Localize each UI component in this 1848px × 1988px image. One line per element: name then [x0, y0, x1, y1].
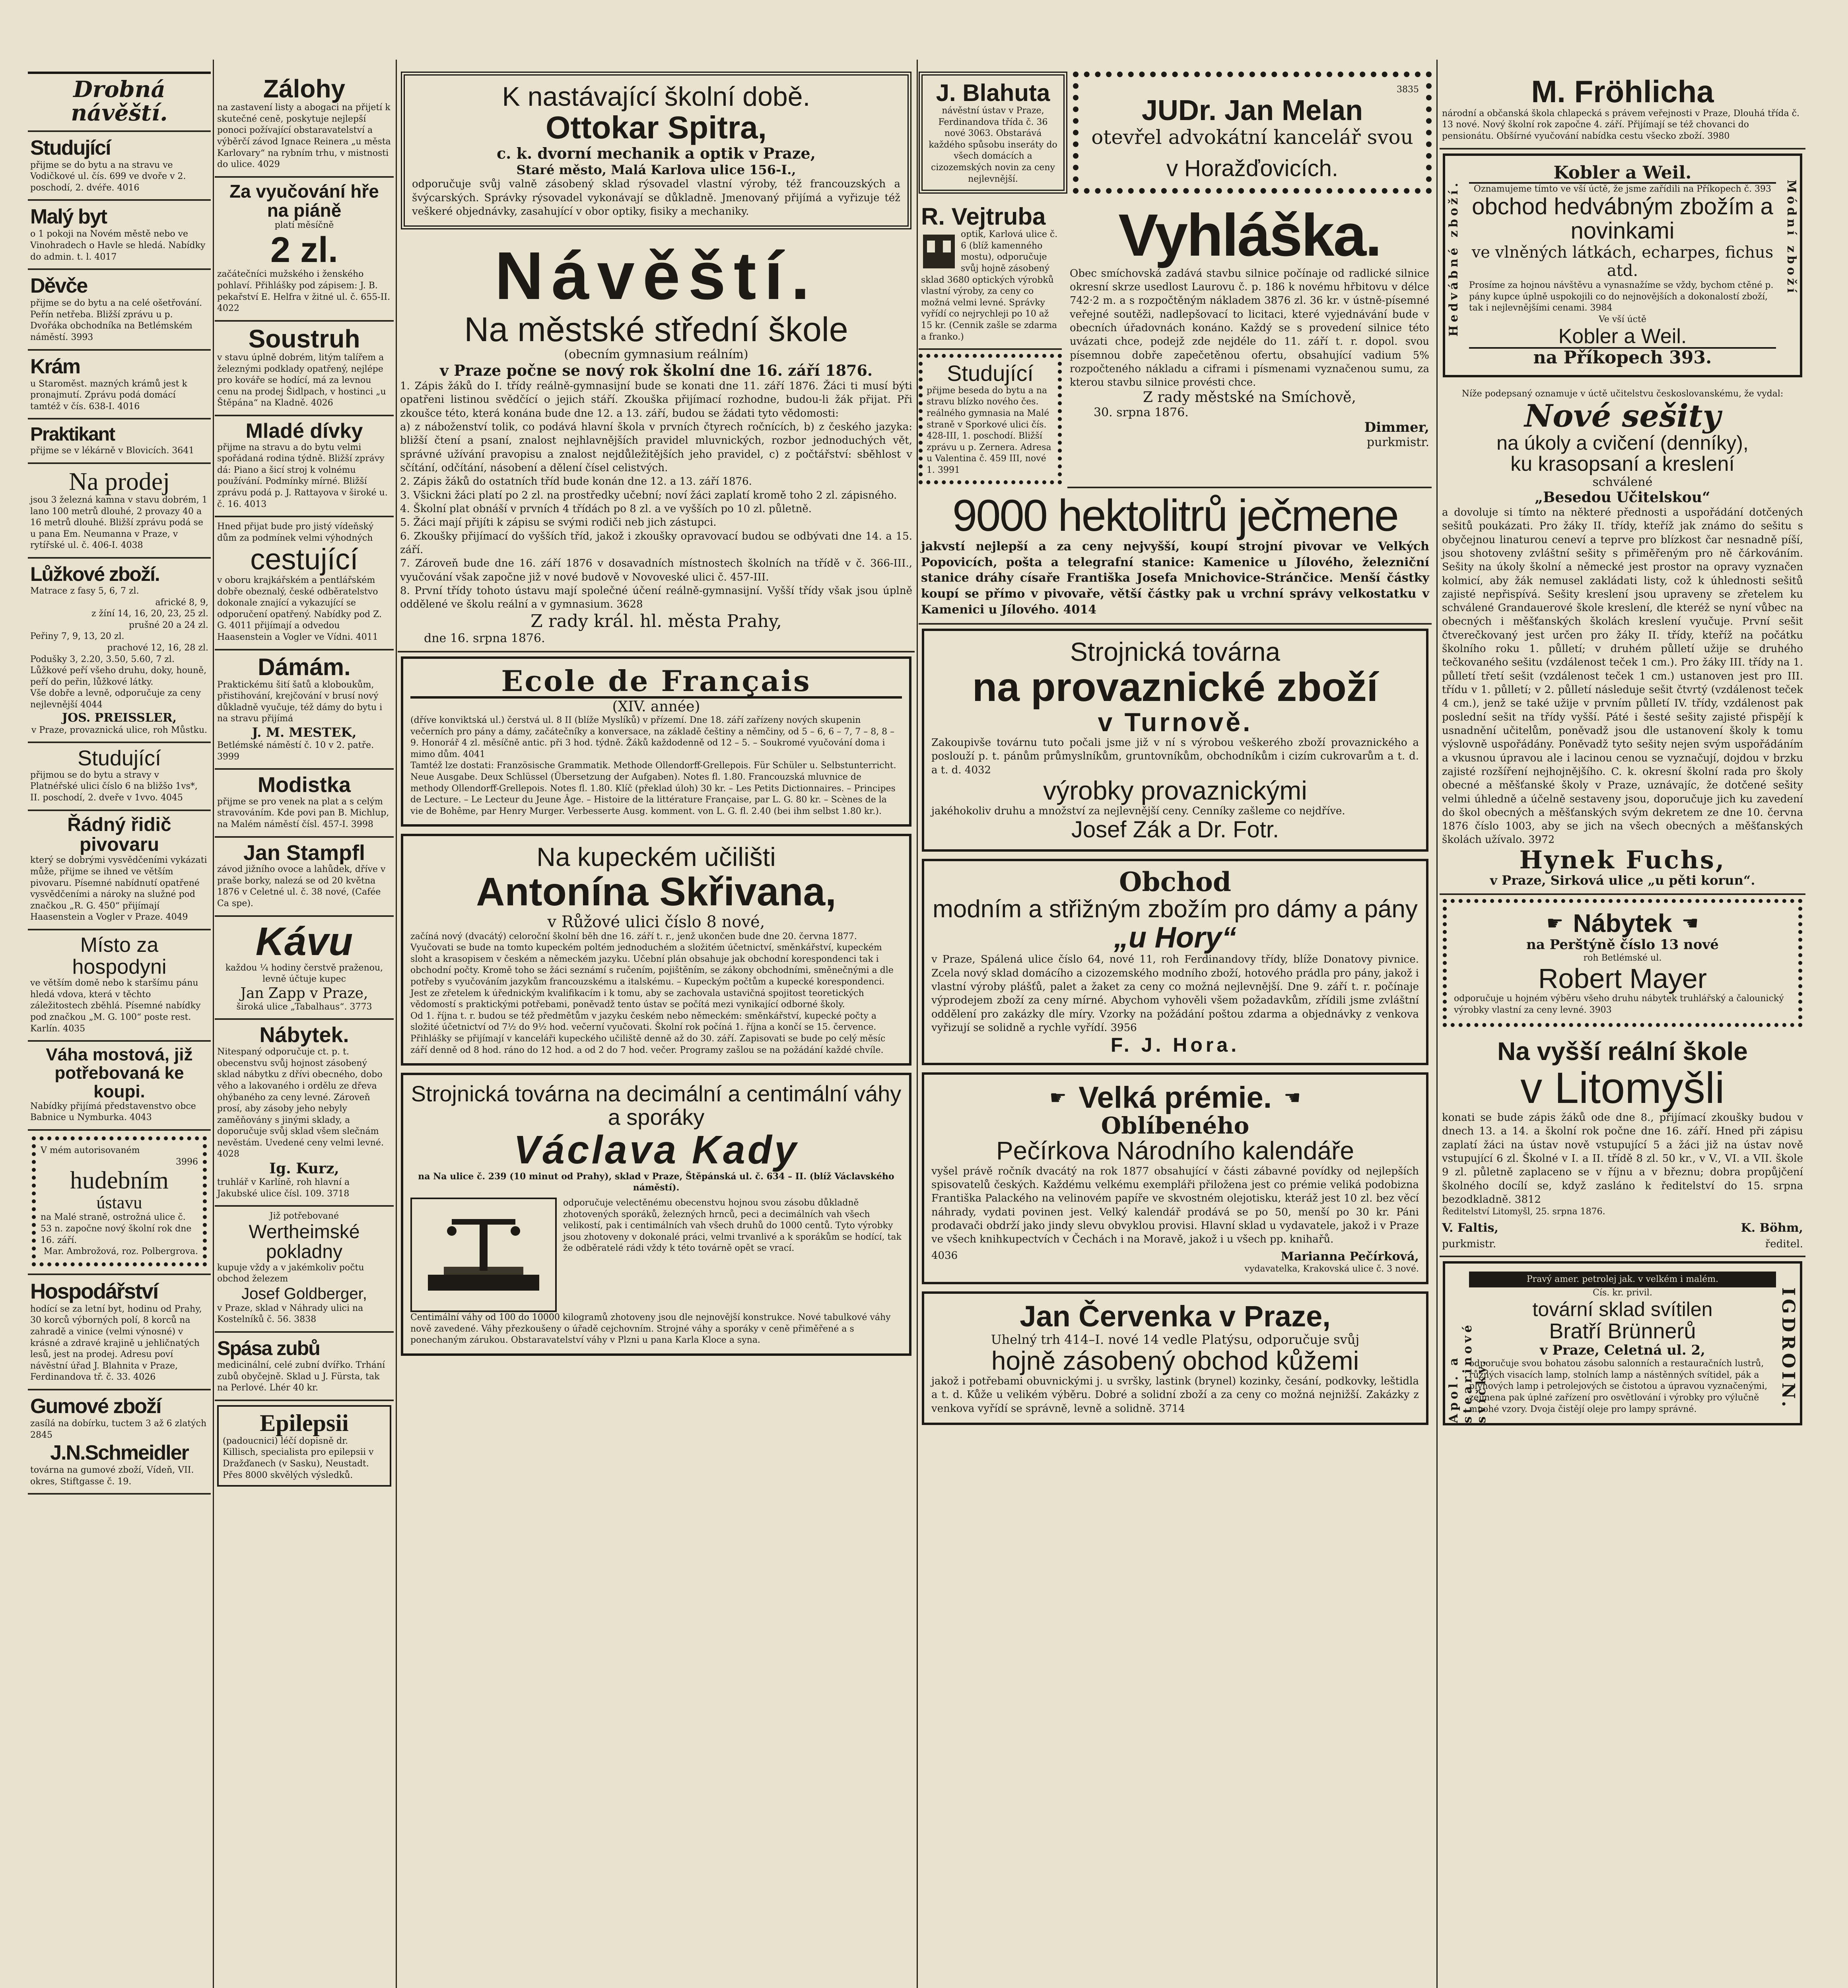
- ad-number: 4036: [931, 1249, 958, 1262]
- ad-text: ve větším domě nebo k staršímu pánu hledá vdova, která v těchto záležitostech zběhlá. Písemné nabídky pod značkou „M. G. 100“ poste rest. Karlín. 4035: [30, 978, 201, 1034]
- ad-headline: Spása zubů: [217, 1337, 320, 1359]
- ad-address: roh Betlémské ul.: [1583, 953, 1662, 963]
- ad-address: vydavatelka, Krakovská ulice č. 3 nové.: [1244, 1264, 1419, 1274]
- ad-subheadline: ve vlněných látkách, echarpes, fichus atd.: [1471, 243, 1774, 280]
- ad-headline: Místo za hospodyni: [72, 934, 167, 978]
- column-rule: [213, 60, 214, 1988]
- ad-text: (padoucnici) léčí dopisně dr. Killisch, specialista pro epilepsii v Dražďanech (v Sasku), Neustadt. Přes 8000 skvělých výsledků.: [223, 1436, 374, 1480]
- ad-text: přijme se do bytu a na stravu ve Vodičkové ul. čís. 699 ve dvoře v 2. poschodí, 2. dvéře. 4016: [30, 160, 186, 193]
- notice-subtitle: Na městské střední škole: [464, 310, 848, 349]
- ad-maly-byt: [28, 201, 211, 270]
- ad-text: Ve vší úctě: [1599, 315, 1646, 325]
- ad-signature: J. M. MESTEK,: [252, 724, 357, 740]
- ad-brunner: [1443, 1261, 1802, 1425]
- ad-content-row: [410, 1198, 902, 1312]
- ad-address: v Praze, provaznická ulice, roh Můstku.: [31, 725, 208, 735]
- ad-signature-row: [931, 1250, 1419, 1264]
- ad-text: medicinální, celé zubní dvířko. Trhání zubů obyčejně. Sklad u J. Fürsta, tak na Perlové. Lhér 40 kr.: [217, 1360, 385, 1393]
- ad-headline: Malý byt: [30, 205, 107, 229]
- ad-headline: Na prodej: [68, 467, 170, 495]
- ad-role-row: [1442, 1238, 1803, 1250]
- ad-pretitle: Strojnická továrna: [1070, 637, 1281, 667]
- ad-frame: [32, 1136, 207, 1266]
- ad-hudebni-ustav: [28, 1131, 211, 1275]
- ad-address: v Praze, Sirková ulice „u pěti korun“.: [1490, 872, 1755, 888]
- classifieds-title: Drobná návěští.: [71, 76, 168, 126]
- column-1: [28, 72, 211, 1988]
- ad-address: v Praze, Celetná ul. 2,: [1539, 1342, 1706, 1359]
- ad-text: v Praze, Spálená ulice číslo 64, nové 11, roh Ferdinandovy třídy, blíže Donatovy pivnice. Zcela nový sklad domácího a cizozemského modního zboží, hotového prádla pro pány, jakož i vlastní výroby plášťů, palet a žaket za ceny co možná nejlevnější. Dne 9. září t. r. počínaje výprodejem zboží za ceny mírné. Abychom vyhověli všem požadavkům, zřídili jsme zvláštní oddělení pro zakázky dle míry. Vzorky na požádání poštou zdarma a objednávky z venkova vyřizují se solidně a rychle vyřídí. 3956: [931, 953, 1419, 1034]
- ad-headline-row: [1454, 910, 1791, 937]
- column-rule: [917, 60, 918, 1988]
- ad-na-prodej: [28, 464, 211, 559]
- notice-title: Vyhláška.: [1118, 202, 1381, 269]
- ad-number: 3996: [176, 1157, 198, 1167]
- ad-soustruh: [215, 322, 394, 416]
- left-ad-stack: [919, 200, 1062, 488]
- ad-text: V mém autorisovaném: [41, 1145, 140, 1155]
- ad-headline: M. Fröhlicha: [1531, 74, 1714, 109]
- ad-vaha-mostova: [28, 1042, 211, 1131]
- ad-headline: modním a střižným zbožím pro dámy a pány: [933, 895, 1418, 923]
- column-3: [398, 72, 915, 1988]
- ad-topline: Pravý amer. petrolej jak. v velkém i malém.: [1469, 1272, 1776, 1288]
- ad-velka-premie: [922, 1072, 1428, 1284]
- ad-headline: Hospodářství: [30, 1279, 158, 1303]
- ad-signature: JOS. PREISSLER,: [62, 711, 177, 725]
- ad-name: Bratří Brünnerů: [1549, 1319, 1696, 1343]
- ad-realka-litomysl: [1440, 1034, 1805, 1257]
- ad-signature: F. J. Hora.: [1110, 1034, 1240, 1056]
- ad-headline: Wertheimské pokladny: [249, 1221, 360, 1263]
- column-2: [215, 72, 394, 1988]
- ad-cervenka: [922, 1291, 1428, 1425]
- ad-text: jakvstí nejlepší a za ceny nejvyšší, koupí strojní pivovar ve Velkých Popovicích, pošta a telegrafní stanice: Kamenice u Jílového, železniční stanice dráhy císaře Františka Josefa Mnichovice-Stránčice. Menší částky koupí se přímo v pivovaře, větší částky pak u vrchní správy velkostatku v Kamenici u Jílového. 4014: [921, 540, 1429, 617]
- ad-subheadline: hojně zásobený obchod kůžemi: [991, 1345, 1359, 1375]
- ad-headline: Ottokar Spitra,: [546, 110, 767, 146]
- ad-modistka: [215, 770, 394, 837]
- ad-text: Zakoupivše továrnu tuto počali jsme již v ní s výrobou veškerého zboží provaznického a poslouží p. t. pánům průmyslníkům, gruntovníkům, obchodníkům i cizím cukrovarům a t. d. a t. d. 4032: [931, 736, 1419, 776]
- ad-headline: Velká prémie.: [1078, 1080, 1272, 1114]
- ad-text: schválené: [1592, 475, 1653, 489]
- ad-text: odporučuje svůj valně zásobený sklad rýsovadel vlastní výroby, též francouzských a švýcarských. Správky rýsovadel vykonávají se důkladně. Jmenovaný přijímá a vyřizuje též veškeré objednávky, zasahující v obor optiky, fisiky a mechaniky.: [412, 178, 900, 218]
- notice-subtitle-2: (obecním gymnasium reálním): [564, 348, 748, 362]
- ad-obchod-u-hory: [922, 859, 1428, 1065]
- ad-text: přijme beseda do bytu a na stravu blízko nového čes. reálného gymnasia na Malé straně v Sporkové ulici čís. 428-III, 1. poschodí. Bližší zprávu u p. Zernera. Adresa u Valentina č. 459 III, nové 1. 3991: [927, 385, 1051, 476]
- ad-text: národní a občanská škola chlapecká s právem veřejnosti v Praze, Dlouhá třída č. 13 nové. Nový školní rok započne 4. září. Přijímají se též chovanci do pensionátu. Obšírné vyučování nabídka cestu všecko zboží. 3980: [1442, 108, 1800, 142]
- ad-bottomline: na Příkopech 393.: [1469, 347, 1776, 367]
- ad-headline: Praktikant: [30, 424, 115, 445]
- ad-address: široká ulice „Tabalhaus“. 3773: [236, 1002, 372, 1012]
- ad-line: africké 8, 9,: [155, 597, 208, 608]
- ad-text: na zastavení listy a abogaci na přijetí k skutečné ceně, poskytuje nejlepší ponoci požívající obstaravatelství a výběrčí závod Ignace Reinera „u města Karlovary“ na rybním trhu, v mistnosti do ulice. 4029: [217, 103, 391, 170]
- ad-signature: J.N.Schmeidler: [50, 1441, 188, 1465]
- ad-text: přijme se do bytu a na celé ošetřování. Peřín netřeba. Bližší zprávu u p. Dvořáka obchodníka na Betlémském náměstí. 3993: [30, 298, 202, 342]
- ad-studujici: [28, 132, 211, 201]
- ad-subheadline: platí měsíčně: [274, 220, 334, 231]
- column-4: [919, 72, 1432, 1988]
- ad-role: purkmistr.: [1442, 1238, 1496, 1250]
- pointing-hand-icon: ☚: [1681, 912, 1699, 935]
- scale-engraving-icon: [410, 1198, 557, 1312]
- ad-subheadline: ústavu: [96, 1193, 142, 1213]
- ad-text: přijmou se do bytu a stravy v Platnéřské ulici číslo 6 na bližšo 1vs*, II. poschodí, 2. dveře v 1vvo. 4045: [30, 770, 198, 803]
- ad-headline: Antonína Skřivana,: [476, 869, 836, 914]
- ad-text: Hned přijat bude pro jistý vídeňský dům za podmínek velmi výhodných: [217, 522, 374, 543]
- ad-text: Praktickému šití šatů a kloboukům, přistihování, krejčování v brusí nový důkladně vyučuje, též dámy do bytu i na stravu přijímá: [217, 679, 383, 724]
- ad-headline: J. Blahuta: [936, 80, 1050, 106]
- notice-item: 2. Zápis žáků do ostatních tříd bude konán dne 12. a 13. září 1876.: [400, 476, 752, 488]
- notice-name: Dimmer,: [1364, 419, 1429, 436]
- ad-hospodarstvi: [28, 1275, 211, 1390]
- ad-headline: Lůžkové zboží.: [30, 563, 159, 586]
- ad-name: „u Hory“: [1113, 920, 1237, 954]
- ad-skrivan: [401, 834, 911, 1066]
- ad-text: (dříve konviktská ul.) čerstvá ul. 8 II (blíže Myslíků) v přízemí. Dne 18. září zařízeny nových skupenin večerních pro pány a dámy, začátečníky a konversace, na základě češtiny a němčiny, od 5 – 6, 6 – 7, 7 – 8, 8 – 9. Honorář 4 zl. měsíčně antic. při 3 hod. týdně. Žáků každodenně od 12 – 5. – Soukromé vyučování doma i mimo dům. 4041: [410, 715, 895, 759]
- ad-nove-sesity: [1440, 384, 1805, 895]
- ad-text: odporučuje u hojném výběru všeho druhu nábytek truhlářský a čalounický výrobky vlastní za ceny levné. 3903: [1454, 994, 1784, 1015]
- ad-headline: hudebním: [70, 1167, 169, 1194]
- classifieds-header: [28, 72, 211, 132]
- notice-item: a) z náboženství tolik, co podává hlavní škola v prvních čtyrech ročnících, b) z českého jazyka: bližší čtení a psaní, znalost nejhlavnějších pravidel mluvnických, rozbor jednoduchých vět, správné užívání pravopisu a znalost nejdůležitějších jeho pravidel, c) z počtářství: sběhlost v sčítání, odčítání, násobení a dělení čísel celistvých.: [400, 421, 912, 474]
- ad-text: zasílá na dobírku, tuctem 3 až 6 zlatých 2845: [30, 1418, 207, 1440]
- ad-text: kupuje vždy a v jakémkoliv počtu obchod železem: [217, 1262, 364, 1284]
- ad-text: začíná nový (dvacátý) celoroční školní běh dne 16. září t. r., jenž ukončen bude dne 20. června 1877. Vyučovati se bude na tomto kupeckém poltém jednoduchém a složitém účetnictví, směnkářství, kupeckém sloht a krasopisem v českém a německém jazyku. Učební plán obsahuje jak obchodní korespondenci tak i obchodní počty. Kromě toho se žáci seznámí s ručením, pojištěním, se zákony obchodními, směnečnými a dle potřeby s vyučováním jazykům francouzskému a italskému. – Kupeckým počtům a kupecké korespondenci. Jest ze zřetelem k úřednickým kvalifikacím i k tomu, aby se zachovala ustavičná spojitost teoretických vědomostí s praktickými potřebami, poněvadž tento ústav se počítá mezi vynikající odborné školy.: [410, 931, 894, 1010]
- ad-headline: Děvče: [30, 274, 87, 298]
- column-5: [1440, 72, 1805, 1988]
- notice-item: 4. Školní plat obnáší v prvních 4 třídách po 8 zl. a ve vyšších po 10 zl. půletně.: [400, 503, 812, 515]
- ad-place: v Horažďovicích.: [1166, 155, 1339, 182]
- ad-signature-row: [1442, 1221, 1803, 1235]
- ad-line: Peřiny 7, 9, 13, 20 zl.: [30, 631, 124, 642]
- ad-headline: Řádný řidič pivovaru: [67, 814, 171, 856]
- ad-place: v Turnově.: [1098, 707, 1253, 737]
- ad-headline: Nábytek: [1573, 909, 1672, 938]
- ad-strojnicka-turnov: [922, 629, 1428, 852]
- ad-headline: Ecole de Français: [410, 666, 902, 699]
- notice-item: 1. Zápis žáků do I. třídy reálně-gymnasijní bude se konati dne 11. září 1876. Žáci ti musí býti opatřeni listinou svědčící o jejich stáří. Zkouška přijímací rozhodne, budou-li žák přijat. Při zkoušce této, která konána bude dne 12. a 13. září, budou se žádati tyto vědomosti:: [400, 380, 912, 419]
- notice-item: 8. První třídy tohoto ústavu mají společné účení reálně-gymnasijní. Vyšší třídy však jsou úplně oddělené ve školu reální a v gymnasium. 3628: [400, 584, 912, 611]
- ad-jan-stampfl: [215, 838, 394, 917]
- ad-headline: Studující: [947, 361, 1034, 386]
- ad-devce: [28, 270, 211, 350]
- ad-signature: Jan Zapp v Praze,: [240, 985, 368, 1002]
- ad-signature: Kobler a Weil.: [1558, 324, 1687, 348]
- ad-spasa-zubu: [215, 1333, 394, 1401]
- ad-text: odporučuje svou bohatou zásobu salonních a restauračních lustrů, různých visacích lamp, stolních lamp a nástěnných svítidel, pák a plynových lamp i petrolejových se čistotou a úpravou vyznačenými, zejmena pak úplné zařízení pro osvětlování i výrobky pro výlučně mnohé vzory. Dvoja čistějí oleje pro lampy správné.: [1469, 1359, 1768, 1414]
- ad-text: na Malé straně, ostrožná ulice č. 53 n. započne nový školní rok dne 16. září.: [41, 1212, 192, 1245]
- ad-address: truhlář v Karlíně, roh hlavní a Jakubské ulice čísl. 109. 3718: [217, 1177, 350, 1199]
- ad-date: Ředitelství Litomyšl, 25. srpna 1876.: [1442, 1207, 1605, 1217]
- ad-name: Robert Mayer: [1538, 963, 1707, 994]
- ad-blahuta: [919, 72, 1067, 194]
- ad-side-text: Módní zboží: [1784, 179, 1798, 296]
- ad-headline: Modistka: [257, 773, 351, 797]
- ad-cestujici: [215, 517, 394, 650]
- ad-text: Níže podepsaný oznamuje v úctě učitelstvu českoslovanskému, že vydal:: [1461, 389, 1784, 399]
- ad-pretitle: Obchod: [1119, 866, 1231, 898]
- ad-address: továrna na gumové zboží, Vídeň, VII. okres, Stiftgasse č. 19.: [30, 1465, 194, 1487]
- ad-signature: Marianna Pečírková,: [1281, 1249, 1419, 1264]
- ad-topline: Kobler a Weil.: [1469, 164, 1776, 184]
- ad-text: přijme se v lékárně v Blovicích. 3641: [30, 446, 194, 456]
- pointing-hand-icon: ☚: [1283, 1086, 1301, 1109]
- ad-signature: K. Böhm,: [1741, 1221, 1803, 1235]
- top-ad-row: [919, 72, 1432, 194]
- ad-text: začátečníci mužského i ženského pohlaví. Přihlášky pod zápisem: J. B. pekařství E. Helfra v žitné ul. č. 655-II. 4022: [217, 269, 391, 314]
- ad-side-text: Apol. a stearinové svíčky.: [1447, 1322, 1489, 1423]
- ad-mlade-divky: [215, 416, 394, 517]
- notice-signature: Z rady městské na Smíchově,: [1143, 389, 1356, 406]
- optician-engraving-icon: [921, 231, 957, 272]
- ad-text: a dovoluje si tímto na některé přednosti a uspořádání dotčených sešitů poukázati. Pro žáky II. třídy, kteříž jak známo do sešitu s obyčejnou linaturou ceneví a teprve pro blízkost čar nesnadně píší, jsou shotoveny zvláštní sešity s přiměřeným pro ně čárkováním. Sešity na úkoly školní a německé jest prostor na opravy vyznačen kolmicí, aby žák nemusel zakládati listy, což k úhlednosti sešitů zajisté nepřispívá. Sešity kreslení jsou upraveny se zřetelem ku schválené Grandauerové škole kreslení, dle kteréž se nyní vůbec na obecných i měšťanských školách kreslení vyučuje. První sešit čtverečkovaný jest určen pro žáky II. třídy, kteříž na počátku školního roku 1. půlletí; v druhém půlletí užije se druhého tečkovaného sešitu (vzdálenost teček 1 cm.). Pro žáky III. třídy na 1. půlletí třetí sešit (vzdálenost teček 1 cm.) ustanoven jest pro III. třídu v 1. půlletí; v 2. půlletí následuje sešit čtvrtý (vzdálenost teček 4 cm.), jenž se také užije v prvním půlletí IV. třídy, vzdálenost pak poslední sešit na třídy vyšší. Páté i šesté sešity zajisté přispějí k usnadnění učitelům, poněvadž jsou dle ustanovení školy k tomu výslovně uspořádány. Poněvadž tyto sešity nejen svým uspořádáním a vkusnou úpravou ale i lacinou cenou se vyznačují, dojdou v brzku zajisté rozšíření nejhojnějšího. C. k. okresní školní rada pro školy obecné a měšťanské školy v Praze, uznávajíc, že dotčené sešity velmi úhledně a účelně sestaveny jsou, doporučuje jich ku zavedení do škol obecných a měšťanských svým dekretem ze dne 10. června 1876 číslo 1003, aby se jich na všech obecných a měšťanských školách užívalo. 3972: [1442, 506, 1803, 846]
- ad-text: každou ¼ hodiny čerstvě praženou, levně účtuje kupec: [225, 963, 383, 984]
- notice-item: 3. Všickni žáci platí po 2 zl. na prostředky učební; noví žáci zaplatí kromě toho 2 zl. zápisného.: [400, 489, 897, 501]
- ad-signature: Mar. Ambrožová, roz. Polbergrova.: [43, 1246, 198, 1257]
- ad-address: v Praze, sklad v Náhrady ulici na Kostelníků č. 56. 3838: [217, 1303, 363, 1325]
- ad-signature: Hynek Fuchs,: [1519, 845, 1726, 874]
- ad-kavu: [215, 917, 394, 1020]
- ad-text: otevřel advokátní kancelář svou: [1091, 126, 1413, 149]
- ad-headline: R. Vejtruba: [921, 203, 1046, 230]
- notice-title: Návěští.: [494, 238, 818, 314]
- ad-pretitle: Na vyšší reální škole: [1497, 1037, 1748, 1066]
- ad-subheadline: výrobky provaznickými: [1043, 775, 1307, 805]
- notice-date: dne 16. srpna 1876.: [424, 631, 545, 646]
- pointing-hand-icon: ☛: [1546, 912, 1564, 935]
- notice-role: purkmistr.: [1366, 435, 1429, 450]
- ad-kobler-weil: [1443, 153, 1802, 378]
- ad-nabytek-kurz: [215, 1020, 394, 1207]
- ad-epilepsie: [215, 1401, 394, 1492]
- ad-number: 3835: [1397, 85, 1419, 95]
- ad-jecmen: [919, 488, 1432, 625]
- ad-line: Matrace z fasy 5, 6, 7 zl.: [30, 586, 139, 596]
- ad-text: Nitespaný odporučuje ct. p. t. obecenstvu svůj hojnost zásobený sklad nábytku z dřívi obecného, dobo věho a lakovaného i ordělu ze dřeva ohýbaného za ceny levné. Zároveň prosí, aby zásoby jeho nebyly zaměňovány s jinými sklady, a doporučuje svůj sklad všem slečnám nevěstám. Uvedené ceny velmi levné. 4028: [217, 1047, 384, 1159]
- ad-address: Staré město, Malá Karlova ulice 156-I.,: [516, 162, 796, 178]
- ad-spitra: [401, 72, 911, 229]
- ad-text: Cís. kr. privil.: [1593, 1288, 1652, 1298]
- ad-zalohy: [215, 72, 394, 178]
- notice-item: 6. Zkoušky přijímací do vyšších tříd, jakož i zkoušky opravovací budou se odbývati dne 14. a 15. září.: [400, 530, 912, 556]
- ad-headline: Studující: [77, 746, 161, 771]
- ad-piano: [215, 178, 394, 322]
- ad-line: z žíní 14, 16, 20, 23, 25 zl.: [91, 609, 208, 619]
- ad-wertheim: [215, 1207, 394, 1333]
- ad-signature: Josef Goldberger,: [241, 1285, 367, 1303]
- pointing-hand-icon: ☛: [1049, 1086, 1067, 1109]
- ad-text: který se dobrými vysvědčeními vykázati může, přijme se ihned ve větším pivovaru. Písemné nabídnutí opatřené vysvědčeními a nároky na služné pod značkou „R. G. 450“ přijímají Haasenstein a Vogler v Praze. 4049: [30, 855, 207, 922]
- ad-headline: obchod hedvábným zbožím a novinkami: [1472, 194, 1773, 244]
- ad-pretitle: K nastávající školní době.: [502, 82, 810, 112]
- ad-address: na Perštýně číslo 13 nové: [1526, 937, 1719, 953]
- ad-line: prachové 12, 16, 28 zl.: [107, 643, 208, 653]
- ad-headline: Krám: [30, 355, 80, 378]
- ad-subheadline: na úkoly a cvičení (denníky),: [1496, 431, 1749, 454]
- ad-headline: Studující: [30, 136, 111, 159]
- ad-headline: Jan Červenka v Praze,: [1020, 1300, 1331, 1333]
- ad-damam: [215, 650, 394, 770]
- ad-price: 2 zl.: [270, 230, 338, 270]
- notice-item: 7. Zároveň bude dne 16. září 1876 v dosavadních místnostech školních na třídě v č. 366-III., vyučování však započne již v nové budově v Novoveské ulici č. 457-III.: [400, 557, 912, 583]
- ad-text: odporučuje velectěnému obecenstvu hojnou svou zásobu důkladně zhotovených sporáků, železných hrnců, peci a decimálních vah všech velikostí, pak i centimálních vah všech druhů do 1000 centů. Tyto výrobky jsou zhotoveny v dokonalé práci, velmi trvanlivé a k sporákům se hodící, tak že odběratelé rádi vždy k této továrně opět se vrací.: [563, 1198, 902, 1254]
- ad-text: jsou 3 železná kamna v stavu dobrém, 1 lano 100 metrů dlouhé, 2 provazy 40 a 16 metrů dlouhé. Bližší zprávu podá se u pana Em. Neumanna v Praze, v rytířské ul. č. 406-I. 4038: [30, 495, 208, 551]
- ad-text: vyšel právě ročník dvacátý na rok 1877 obsahující v části zábavné povídky od nejlepších spisovatelů českých. Každému velkému exempláři přiložena jest co prémie veliká podobizna Františka Palackého na velinovém papíře ve skvostném olejotisku, kteráž jest 10 zl. bez věcí náhrady, vydati povinen jest. Velký kalendář prodává se po 50, menší po 30 kr. Páni prodavači obdrží jako jindy slevu obvyklou provisi. Hlavní sklad u vydavatele, jakož i v Praze ve všech knihkupectvích v Čechách i na Moravě, jakož i u všech pp. knihařů.: [931, 1165, 1419, 1246]
- ad-text: u Staroměst. mazných krámů jest k pronajmutí. Zprávu podá domácí tamtéž v čís. 638-I. 4016: [30, 379, 187, 412]
- ad-side-text: IGDROIN.: [1778, 1287, 1798, 1410]
- ad-text: Oznamujeme tímto ve vší úctě, že jsme zařídili na Příkopech č. 393: [1473, 184, 1772, 194]
- column-rule: [1436, 60, 1438, 1988]
- ad-headline: Dámám.: [258, 653, 351, 680]
- ad-headline: 9000 hektolitrů ječmene: [952, 490, 1398, 540]
- ad-signature: Ig. Kurz,: [269, 1160, 339, 1177]
- ad-line: prušné 20 a 24 zl.: [129, 620, 208, 630]
- ad-address: v Růžové ulici číslo 8 nové,: [547, 912, 765, 931]
- ad-vejtruba: [919, 200, 1062, 350]
- ad-text: Tamtéž lze dostati: Französische Grammatik. Methode Ollendorff-Grellepois. Für Schüler u. Selbstunterricht. Neue Ausgabe. Deux Schlüssel (Übersetzung der Aufgaben). Notes fl. 1.80. Francouzská mluvnice de methody Ollendorff-Grellepois. Notes fl. 1.80. Klíč (překlad úloh) 30 kr. – Les Petits Dictionnaires. – Principes de Lecture. – Le Lecteur du Jeune Âge. – Histoire de la littérature Française, par L. G. 80 kr. – Scènes de la vie de Bohême, par Henry Murger. Verbesserte Ausg. komment. von L. G. fl. 2.40 (bei ihm selbst 1.80 kr.).: [410, 761, 896, 816]
- ad-kram: [28, 351, 211, 420]
- notice-text: Obec smíchovská zadává stavbu silnice počínaje od radlické silnice okresní skrze usedlost Laurovu č. p. 186 k novému hřbitovu v délce 742·2 m. a s rozpočtěným nákladem 3876 zl. 36 kr. v ústně-písemné veřejné soutěži, nadlepšovací to licitaci, které vyjednávání bude v obecních úřadovnách konáno. Každý se s provedení silnice této uvázati chce, podejž zde nejdéle do 11. září t. r. dopol. svou písemnou dobře zapečetěnou ofertu, obsahující vadium 5% rozpočteného nákladu a ciframi i písmenami vyznačenou sumu, za kterou stavbu silnice provésti chce.: [1070, 267, 1429, 389]
- ad-signature: V. Faltis,: [1442, 1221, 1499, 1235]
- ad-text: jakož i potřebami obuvnickými j. u svršky, lastink (brynel) kozinky, česání, podkovky, leštidla a t. d. Kůže u velikém výběru. Dobré a solidní zboží a za ceny co možná nejnižší. Zakázky z venkova vyřídí se správně, levně a solidně. 3714: [931, 1375, 1419, 1415]
- ad-address: Betlémské náměstí č. 10 v 2. patře. 3999: [217, 740, 374, 762]
- ad-text: návěstní ústav v Praze, Ferdinandova třída č. 36 nové 3063. Obstarává každého spůsobu inseráty do všech domácích a cizozemských novin za ceny nejlevnější.: [929, 106, 1057, 184]
- ad-signature: Josef Zák a Dr. Fotr.: [1071, 817, 1279, 843]
- ad-headline: Mladé dívky: [245, 419, 363, 443]
- ad-headline: Kávu: [255, 919, 353, 964]
- ad-headline: Nové sešity: [1524, 398, 1721, 434]
- ad-text: přijme se pro venek na plat a s celým stravováním. Kde povi pan B. Michlup, na Malém náměstí čísl. 457-I. 3998: [217, 796, 389, 829]
- ad-title: c. k. dvorní mechanik a optik v Praze,: [497, 144, 816, 163]
- ad-text: přijme na stravu a do bytu velmi spořádaná rodina týdně. Bližší zprávy dá: Piano a šicí stroj k volnému používání. Podmínky mírné. Bližší zprávu podá p. J. Rattayova v široké u. č. 16. 4013: [217, 442, 388, 509]
- ad-headline: Václava Kady: [513, 1127, 799, 1172]
- ad-kada: [401, 1073, 911, 1356]
- ad-headline: v Litomyšli: [1520, 1063, 1725, 1112]
- ad-melan: [1073, 72, 1432, 194]
- ad-studujici-2: [28, 743, 211, 811]
- ad-luzkove-zbozi: [28, 559, 211, 743]
- ad-text: závod jižního ovoce a lahůdek, dříve v praše borky, nalezá se od 20 května 1876 v Celetné ul. č. 38 nové, (Cafée Ca spe).: [217, 864, 386, 909]
- ad-text: hodící se za letní byt, hodinu od Prahy, 30 korců výborných polí, 8 korců na zahradě a vinice (velmi výnosné) v krásné a zdravé krajině u jehličnatých lesů, jest na prodej. Adresu poví návěstní úřad J. Blahnita v Praze, Ferdinandova tř. č. 33. 4026: [30, 1304, 202, 1382]
- ad-text: jakéhokoliv druhu a množství za nejlevnější ceny. Cenníky zašleme co nejdříve.: [931, 805, 1345, 817]
- ad-headline: Gumové zboží: [30, 1394, 161, 1418]
- ad-headline: Zálohy: [263, 74, 346, 103]
- ad-line: Podušky 3, 2.20, 3.50, 5.60, 7 zl. Lůžkové peří všeho druhu, doky, houně, peří do peřin, lůžkové látky.: [30, 654, 207, 687]
- notice-vyhlaska: [1067, 200, 1432, 488]
- ad-headline: Soustruh: [248, 324, 360, 353]
- second-ad-row: [919, 200, 1432, 488]
- ad-address: na Na ulice č. 239 (10 minut od Prahy), sklad v Praze, Štěpánská ul. č. 634 – II. (blíž Václavského náměstí).: [418, 1171, 894, 1193]
- ad-text: optik, Karlová ulice č. 6 (blíž kamenného mostu), odporučuje svůj hojně zásobený sklad 3680 optických výrobků vlastní výroby, za ceny co možná velmi levné. Správky vyřídí co nejrychleji po 10 až 15 kr. (Cennik zašle se zdarma a franko.): [921, 229, 1058, 342]
- ad-text: Centimální váhy od 100 do 10000 kilogramů zhotoveny jsou dle nejnovější konstrukce. Nové tabulkové váhy nově zavedené. Váhy přezkoušeny o úřadě cejchovním. Strojné váhy a sporáky v ceně přiměřené a s ponechaným zárukou. Obstaravatelství váhy v Plzni u pana Karla Kloce a syna.: [410, 1312, 891, 1345]
- ad-subheadline: ku krasopsaní a kreslení: [1510, 452, 1735, 476]
- ad-headline: JUDr. Jan Melan: [1141, 94, 1363, 126]
- notice-mestska-skola: [398, 237, 915, 652]
- ad-gumove-zbozi: [28, 1390, 211, 1495]
- ad-mayer: [1443, 899, 1802, 1027]
- ad-ridic-pivovaru: [28, 811, 211, 930]
- ad-text: Od 1. října t. r. budou se též předmětům v jazyku českém nebo německém: směnkářství, kupecké počty a složité účetnictví od 7½ do 9½ hod. večerní vyučovati. Školní rok počíná 1. října a končí se 15. července. Přihlášky se přijímají v kanceláři kupeckého učiliště denně až do 30. září. Zapisovati se bude po celý měsíc září denně od 8 hod. ráno do 12 hod. a od 2 do 7 hod. večer. Programy zašlou se na požádání každé chvíle.: [410, 1011, 886, 1055]
- ad-pretitle: Oblíbeného: [1101, 1112, 1249, 1139]
- ad-headline: Epilepsii: [260, 1409, 349, 1436]
- ad-side-text: Hedvábné zboží.: [1447, 179, 1461, 337]
- ad-headline: Nábytek.: [259, 1023, 349, 1047]
- ad-headline: na provaznické zboží: [972, 664, 1378, 710]
- ad-text: v stavu úplně dobrém, litým talířem a železnými podklady opatřený, nejlépe pro kováře se hodící, má za levnou cenu na prodej Šidlpach, v hostinci „u Štěpána“ na Kladně. 4026: [217, 353, 386, 408]
- ad-subheadline: (XIV. année): [612, 699, 700, 715]
- ad-text: Nabídky přijímá představenstvo obce Babnice u Nymburka. 4043: [30, 1101, 196, 1123]
- ad-frohlich: [1440, 72, 1805, 149]
- ad-role: ředitel.: [1765, 1238, 1803, 1250]
- notice-date: 30. srpna 1876.: [1094, 406, 1189, 420]
- ad-ecole: [401, 656, 911, 827]
- ad-text: Již potřebované: [269, 1211, 339, 1221]
- ad-studujici-3: [919, 354, 1062, 484]
- ad-praktikant: [28, 419, 211, 464]
- ad-text: o 1 pokoji na Novém městě nebo ve Vinohradech o Havle se hledá. Nabídky do admin. t. l. 4017: [30, 229, 206, 262]
- ad-pretitle: Strojnická továrna na decimální a centimální váhy a sporáky: [411, 1081, 902, 1130]
- notice-signature: Z rady král. hl. města Prahy,: [530, 611, 782, 632]
- ad-headline: Jan Stampfl: [243, 841, 365, 865]
- notice-item: 5. Žáci mají přijíti k zápisu se svými rodiči neb jich zástupci.: [400, 516, 717, 529]
- ad-pretitle: Na kupeckém učilišti: [536, 842, 776, 872]
- ad-headline: cestující: [250, 543, 358, 576]
- ad-headline: Za vyučování hře na piáně: [229, 181, 379, 221]
- ad-address: Uhelný trh 414–I. nové 14 vedle Platýsu, odporučuje svůj: [991, 1332, 1360, 1347]
- notice-lead: v Praze počne se nový rok školní dne 16. září 1876.: [439, 361, 873, 380]
- ad-text: Prosíme za hojnou návštěvu a vynasnažíme se vždy, bychom ctěné p. pány kupce úplně uspokojili co do nejnovějších a dokonalostí zboží, tak i nejlevnějšími cenami. 3984: [1469, 280, 1774, 313]
- ad-headline: tovární sklad svítilen: [1532, 1298, 1713, 1320]
- ad-line: Vše dobře a levně, odporučuje za ceny nejlevnější 4044: [30, 688, 201, 710]
- ad-text: v oboru krajkářském a pentlářském dobře obeznalý, české odběratelstvo dokonale znající a vykazující se odporučení opatřený. Nabídky pod Z. G. 4011 přijímají a odvedou Haasenstein a Vogler ve Vídni. 4011: [217, 575, 382, 642]
- ad-hospodyne: [28, 930, 211, 1042]
- ad-headline: Váha mostová, již potřebovaná ke koupi.: [46, 1045, 193, 1101]
- column-rule: [396, 60, 397, 1988]
- ad-frame: [217, 1405, 391, 1487]
- ad-text: „Besedou Učitelskou“: [1535, 489, 1710, 506]
- ad-name: Pečírkova Národního kalendáře: [996, 1136, 1354, 1165]
- ad-headline-row: [931, 1082, 1419, 1114]
- ad-text: konati se bude zápis žáků ode dne 8., přijímací zkoušky budou v dnech 13. a 14. a školní rok počne dne 16. září. Hned při zápisu zaplatí žáci na ústav nově vstupující 5 a žáci již na ústav nově vstupující 6 zl. Školné v I. a II. třídě 8 zl. 50 kr., v V., VI. a VII. škole 9 zl. půletně zaplaceno se v říjnu a v březnu; dobra propůjčení školného docílí se, když zasláno k ředitelství do 15. srpna bezodkladně. 3812: [1442, 1112, 1803, 1206]
